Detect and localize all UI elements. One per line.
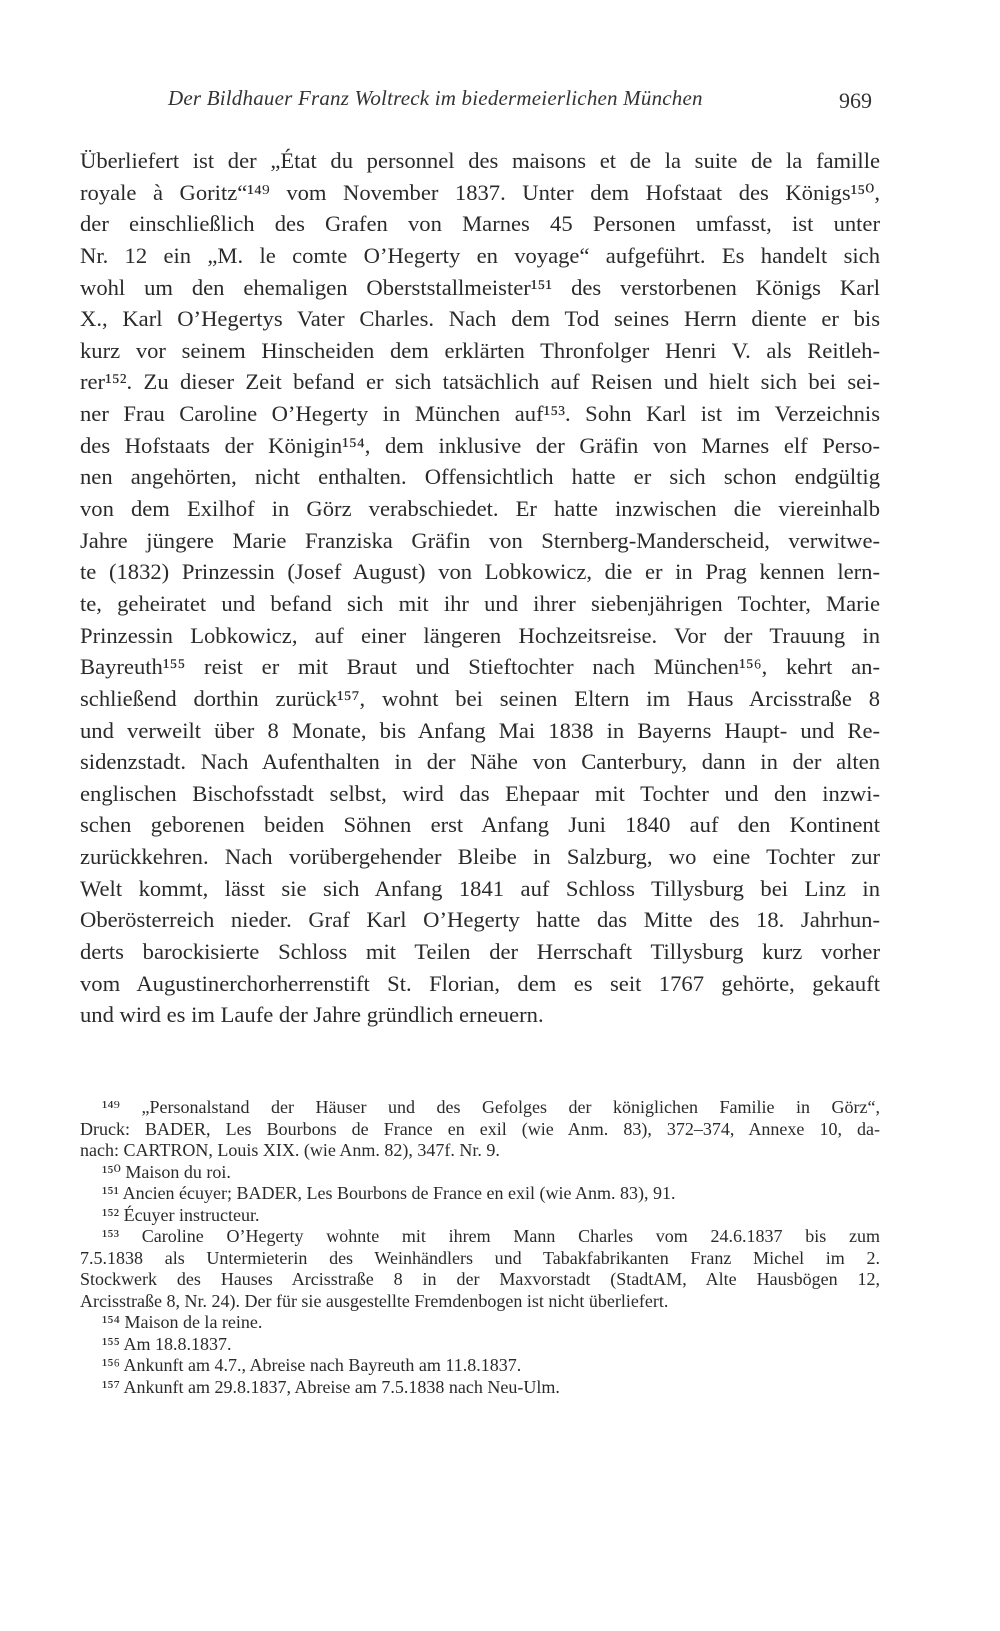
footnote-157: ¹⁵⁷ Ankunft am 29.8.1837, Abreise am 7.5.1838 nach Neu-Ulm. (102, 1376, 560, 1397)
footnotes (80, 1097, 880, 1398)
body-line: Prinzessin Lobkowicz, auf einer längeren Hochzeitsreise. Vor der Trauung in (80, 622, 880, 648)
body-line: zurückkehren. Nach vorübergehender Bleibe in Salzburg, wo eine Tochter zur (80, 844, 880, 870)
body-line: nen angehörten, nicht enthalten. Offensichtlich hatte er sich schon endgültig (80, 464, 880, 490)
body-line: des Hofstaats der Königin¹⁵⁴, dem inklusive der Gräfin von Marnes elf Perso- (80, 432, 880, 458)
body-line: sidenzstadt. Nach Aufenthalten in der Nähe von Canterbury, dann in der alten (80, 749, 880, 775)
footnote-153: ¹⁵³ Caroline O’Hegerty wohnte mit ihrem Mann Charles vom 24.6.1837 bis zum (102, 1226, 880, 1246)
body-line: kurz vor seinem Hinscheiden dem erklärten Thronfolger Henri V. als Reitleh- (80, 337, 880, 363)
body-line: vom Augustinerchorherrenstift St. Florian, dem es seit 1767 gehörte, gekauft (80, 970, 880, 996)
body-line: rer¹⁵². Zu dieser Zeit befand er sich tatsächlich auf Reisen und hielt sich bei sei- (80, 369, 880, 395)
footnote-149: ¹⁴⁹ „Personalstand der Häuser und des Gefolges der königlichen Familie in Görz“, (102, 1097, 880, 1117)
body-line: von dem Exilhof in Görz verabschiedet. Er hatte inzwischen die viereinhalb (80, 496, 880, 522)
running-head: Der Bildhauer Franz Woltreck im biedermeierlichen München (168, 86, 703, 110)
body-line: ner Frau Caroline O’Hegerty in München auf¹⁵³. Sohn Karl ist im Verzeichnis (80, 401, 880, 427)
body-line: Bayreuth¹⁵⁵ reist er mit Braut und Stieftochter nach München¹⁵⁶, kehrt an- (80, 654, 880, 680)
footnote-152: ¹⁵² Écuyer instructeur. (102, 1204, 260, 1225)
body-line: te (1832) Prinzessin (Josef August) von Lobkowicz, die er in Prag kennen lern- (80, 559, 880, 585)
body-paragraph (80, 145, 880, 1031)
body-line: X., Karl O’Hegertys Vater Charles. Nach dem Tod seines Herrn diente er bis (80, 306, 880, 332)
body-line: englischen Bischofsstadt selbst, wird das Ehepaar mit Tochter und den inzwi- (80, 780, 880, 806)
body-line: Überliefert ist der „État du personnel des maisons et de la suite de la famille (80, 148, 880, 173)
body-line: und verweilt über 8 Monate, bis Anfang Mai 1838 in Bayerns Haupt- und Re- (80, 717, 880, 743)
footnote-line: Druck: BADER, Les Bourbons de France en exil (wie Anm. 83), 372–374, Annexe 10, da- (80, 1118, 880, 1139)
body-line: schließend dorthin zurück¹⁵⁷, wohnt bei seinen Eltern im Haus Arcisstraße 8 (80, 685, 880, 711)
footnote-156: ¹⁵⁶ Ankunft am 4.7., Abreise nach Bayreuth am 11.8.1837. (102, 1355, 522, 1375)
page-number: 969 (839, 88, 872, 113)
footnote-155: ¹⁵⁵ Am 18.8.1837. (102, 1333, 232, 1354)
body-line: Oberösterreich nieder. Graf Karl O’Hegerty hatte das Mitte des 18. Jahrhun- (80, 907, 880, 933)
body-line: schen geborenen beiden Söhnen erst Anfang Juni 1840 auf den Kontinent (80, 812, 880, 838)
footnote-154: ¹⁵⁴ Maison de la reine. (102, 1312, 263, 1332)
footnote-line: 7.5.1838 als Untermieterin des Weinhändlers und Tabakfabrikanten Franz Michel im 2. (80, 1247, 880, 1268)
body-line: wohl um den ehemaligen Oberststallmeister¹⁵¹ des verstorbenen Königs Karl (80, 274, 880, 300)
body-line: der einschließlich des Grafen von Marnes 45 Personen umfasst, ist unter (80, 211, 880, 237)
footnote-151: ¹⁵¹ Ancien écuyer; BADER, Les Bourbons de France en exil (wie Anm. 83), 91. (102, 1183, 676, 1203)
footnote-line: Arcisstraße 8, Nr. 24). Der für sie ausgestellte Fremdenbogen ist nicht überliefert. (80, 1290, 669, 1311)
body-line: Jahre jüngere Marie Franziska Gräfin von Sternberg-Manderscheid, verwitwe- (80, 527, 880, 553)
body-line: Nr. 12 ein „M. le comte O’Hegerty en voyage“ aufgeführt. Es handelt sich (80, 242, 880, 268)
body-line: royale à Goritz“¹⁴⁹ vom November 1837. Unter dem Hofstaat des Königs¹⁵⁰, (80, 179, 880, 205)
footnote-line: nach: CARTRON, Louis XIX. (wie Anm. 82), 347f. Nr. 9. (80, 1140, 500, 1160)
footnote-line: Stockwerk des Hauses Arcisstraße 8 in der Maxvorstadt (StadtAM, Alte Hausbögen 12, (80, 1269, 880, 1289)
footnote-150: ¹⁵⁰ Maison du roi. (102, 1161, 231, 1182)
body-line: und wird es im Laufe der Jahre gründlich erneuern. (80, 1002, 544, 1028)
body-line: derts barockisierte Schloss mit Teilen der Herrschaft Tillysburg kurz vorher (80, 939, 880, 965)
body-line: Welt kommt, lässt sie sich Anfang 1841 auf Schloss Tillysburg bei Linz in (80, 875, 880, 901)
body-line: te, geheiratet und befand sich mit ihr und ihrer siebenjährigen Tochter, Marie (80, 590, 880, 616)
